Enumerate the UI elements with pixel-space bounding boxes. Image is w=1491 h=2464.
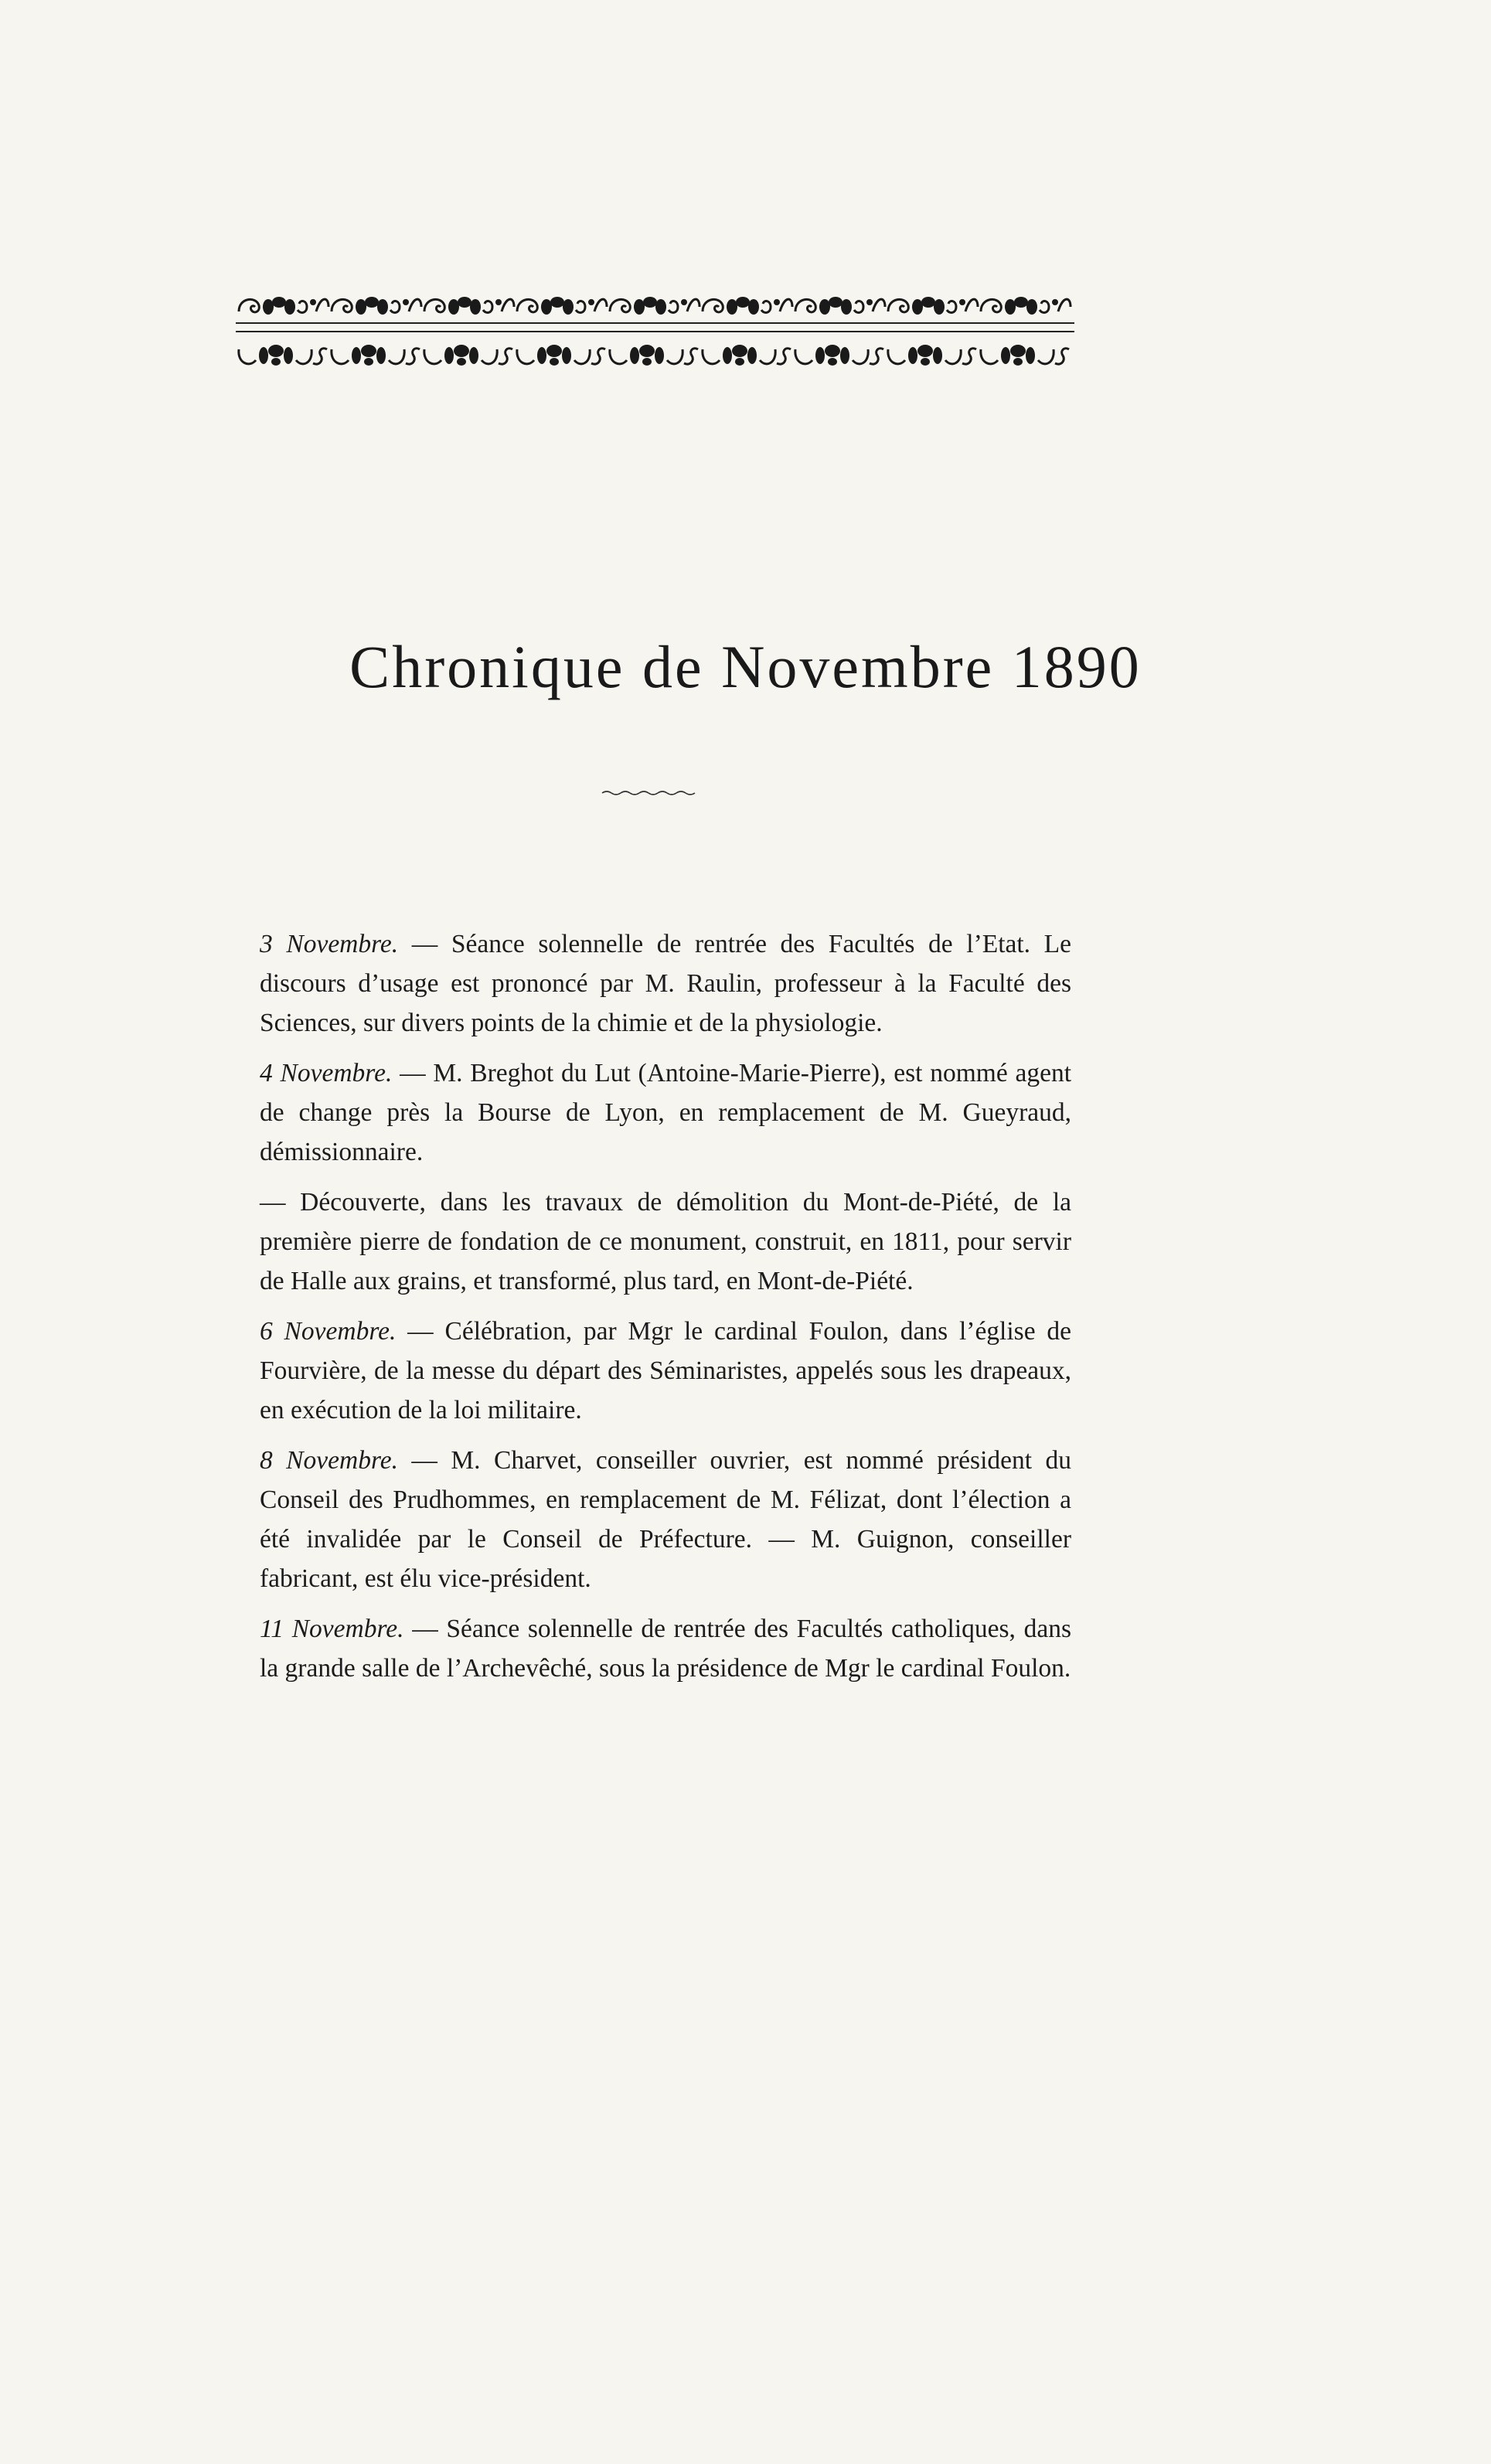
- entry-date: 3 Novembre.: [260, 930, 399, 958]
- entry-date: 6 Novembre.: [260, 1317, 397, 1346]
- chronicle-entry: [260, 1441, 1071, 1598]
- entry-date: 11 Novembre.: [260, 1615, 404, 1643]
- entry-date: 8 Novembre.: [260, 1446, 398, 1475]
- chronicle-body: [260, 924, 1071, 1699]
- chronicle-entry: [260, 1053, 1071, 1172]
- vine-ornament-icon: [236, 290, 1074, 321]
- entry-text: — Séance solennelle de rentrée des Facultés catholiques, dans la grande salle de l’Archevêché, sous la présidence de Mgr le cardinal Foulon.: [260, 1615, 1071, 1683]
- entry-text: — Célébration, par Mgr le cardinal Foulon, dans l’église de Fourvière, de la messe du départ des Séminaristes, appelés sous les drapeaux, en exécution de la loi militaire.: [260, 1317, 1072, 1424]
- double-rule-bottom: [236, 331, 1074, 332]
- chronicle-entry: [260, 924, 1071, 1043]
- leaf-ornament-icon: [236, 340, 1074, 371]
- entry-date: 4 Novembre.: [260, 1059, 393, 1087]
- wavy-separator-icon: [601, 790, 701, 796]
- entry-text: — Découverte, dans les travaux de démolition du Mont-de-Piété, de la première pierre de fondation de ce monument, construit, en 1811, pour servir de Halle aux grains, et transformé, plus tard, en Mont-de-Piété.: [260, 1188, 1071, 1295]
- entry-text: — M. Charvet, conseiller ouvrier, est nommé président du Conseil des Prudhommes, en remplacement de M. Félizat, dont l’élection a été invalidée par le Conseil de Préfecture. — M. Guignon, conseiller fabricant, est élu vice-président.: [260, 1446, 1071, 1593]
- chronicle-entry: [260, 1183, 1071, 1301]
- page-title: Chronique de Novembre 1890: [349, 633, 1142, 700]
- chronicle-entry: [260, 1609, 1071, 1688]
- entry-text: — Séance solennelle de rentrée des Facultés de l’Etat. Le discours d’usage est prononcé par M. Raulin, professeur à la Faculté des Sciences, sur divers points de la chimie et de la physiologie.: [260, 930, 1071, 1037]
- chronicle-entry: [260, 1312, 1071, 1430]
- double-rule-top: [236, 322, 1074, 324]
- entry-text: — M. Breghot du Lut (Antoine-Marie-Pierre), est nommé agent de change près la Bourse de Lyon, en remplacement de M. Gueyraud, démissionnaire.: [260, 1059, 1071, 1166]
